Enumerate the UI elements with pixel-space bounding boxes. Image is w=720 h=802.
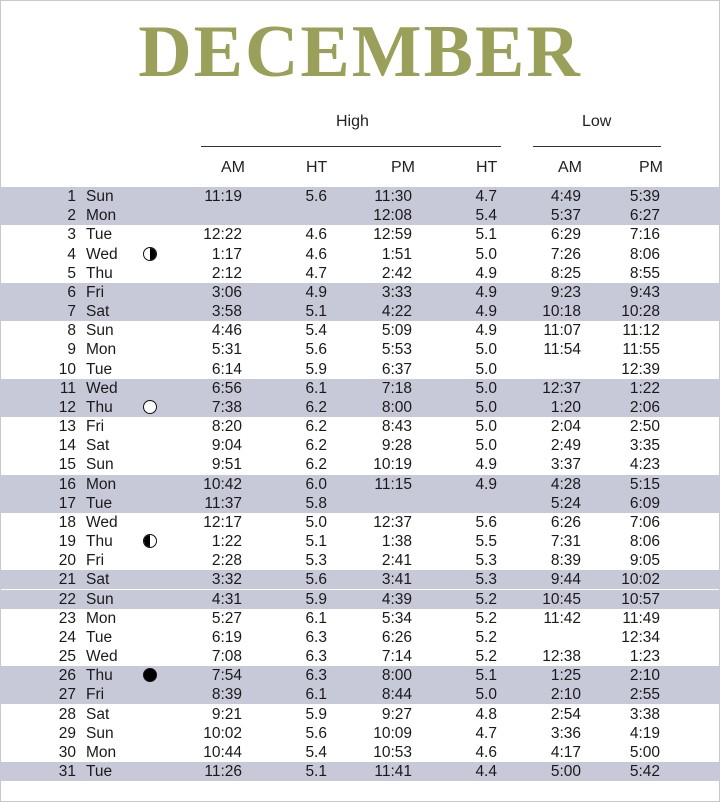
weekday: Mon: [86, 743, 117, 761]
low-pm-time: 5:39: [629, 188, 660, 205]
low-am-time: 12:37: [542, 379, 581, 397]
weekday: Mon: [86, 475, 117, 493]
day-number: 6: [67, 283, 76, 301]
low-am-time: 10:18: [542, 303, 581, 321]
table-row: [0, 532, 720, 551]
weekday: Sat: [86, 571, 110, 589]
high-am-height: 6.3: [305, 667, 327, 685]
weekday: Thu: [86, 667, 113, 685]
high-pm-time: 2:41: [381, 552, 412, 570]
high-pm-time: 5:34: [381, 609, 412, 627]
col-header-high-pm: PM: [391, 159, 415, 176]
low-pm-time: 9:05: [629, 552, 660, 570]
day-number: 15: [58, 456, 76, 474]
low-pm-time: 10:28: [621, 303, 660, 321]
day-number: 19: [58, 533, 76, 551]
high-am-time: 6:14: [211, 360, 242, 378]
high-pm-time: 12:59: [373, 226, 412, 244]
high-am-time: 4:31: [211, 590, 242, 608]
low-group-header: Low: [582, 113, 612, 130]
weekday: Tue: [86, 226, 113, 244]
low-pm-time: 11:49: [622, 609, 660, 627]
day-number: 11: [59, 379, 76, 397]
high-am-time: 11:26: [204, 763, 242, 781]
weekday: Mon: [86, 341, 117, 359]
weekday: Sun: [86, 188, 114, 205]
high-pm-height: 4.6: [475, 743, 497, 761]
high-am-height: 5.6: [305, 724, 327, 742]
weekday: Sun: [86, 724, 114, 742]
high-pm-height: 5.0: [475, 360, 497, 378]
weekday: Wed: [86, 379, 118, 397]
table-row: [0, 283, 720, 302]
day-number: 18: [58, 513, 76, 531]
low-pm-time: 10:02: [621, 571, 660, 589]
high-am-time: 10:42: [203, 475, 242, 493]
high-pm-time: 8:44: [381, 686, 412, 704]
high-am-time: 11:37: [204, 494, 242, 512]
table-row: [0, 628, 720, 647]
high-pm-height: 4.4: [475, 763, 497, 781]
high-am-time: 12:22: [203, 226, 242, 244]
low-am-time: 8:39: [550, 552, 581, 570]
new-moon-icon: [143, 668, 157, 682]
high-am-height: 5.0: [305, 513, 327, 531]
high-am-time: 3:06: [211, 283, 242, 301]
low-pm-time: 5:00: [629, 743, 660, 761]
high-pm-time: 7:18: [381, 379, 412, 397]
high-pm-height: 4.9: [475, 475, 497, 493]
high-pm-time: 10:09: [373, 724, 412, 742]
day-number: 21: [58, 571, 76, 589]
table-row: [0, 724, 720, 743]
high-am-time: 3:58: [211, 303, 242, 321]
high-am-height: 6.2: [305, 437, 327, 455]
table-row: [0, 360, 720, 379]
high-pm-time: 11:30: [374, 188, 412, 205]
full-moon-icon: [143, 400, 157, 414]
low-am-time: 7:26: [550, 245, 581, 263]
high-am-time: 9:51: [211, 456, 242, 474]
low-am-time: 9:23: [550, 283, 581, 301]
table-row: [0, 551, 720, 570]
high-pm-height: 4.8: [475, 705, 497, 723]
high-am-height: 6.1: [305, 686, 327, 704]
high-am-height: 5.1: [305, 763, 327, 781]
day-number: 26: [58, 667, 76, 685]
high-pm-height: 5.4: [475, 207, 497, 225]
low-pm-time: 9:43: [629, 283, 660, 301]
high-pm-height: 4.9: [475, 456, 497, 474]
day-number: 1: [67, 188, 76, 205]
table-row: [0, 206, 720, 225]
table-row: [0, 187, 720, 206]
high-am-time: 8:39: [211, 686, 242, 704]
table-row: [0, 321, 720, 340]
col-header-low-am: AM: [558, 159, 582, 176]
table-row: [0, 685, 720, 704]
low-am-time: 4:17: [550, 743, 581, 761]
high-am-time: 2:12: [211, 264, 242, 282]
weekday: Tue: [86, 763, 113, 781]
high-am-time: 1:17: [211, 245, 242, 263]
low-am-time: 2:10: [550, 686, 581, 704]
high-am-height: 6.3: [305, 628, 327, 646]
high-am-time: 1:22: [211, 533, 242, 551]
table-row: [0, 455, 720, 474]
day-number: 22: [58, 590, 76, 608]
low-pm-time: 4:23: [629, 456, 660, 474]
high-pm-height: 4.7: [475, 724, 497, 742]
high-pm-height: 5.0: [475, 245, 497, 263]
low-am-time: 11:42: [543, 609, 581, 627]
low-pm-time: 6:09: [629, 494, 660, 512]
table-row: [0, 666, 720, 685]
low-am-time: 4:28: [550, 475, 581, 493]
high-pm-time: 9:27: [381, 705, 412, 723]
high-am-time: 9:04: [211, 437, 242, 455]
low-pm-time: 7:06: [629, 513, 660, 531]
table-row: [0, 225, 720, 244]
high-am-height: 5.8: [305, 494, 327, 512]
low-pm-time: 2:55: [629, 686, 660, 704]
low-am-time: 7:31: [550, 533, 581, 551]
weekday: Mon: [86, 609, 117, 627]
low-am-time: 6:29: [550, 226, 581, 244]
col-header-low-pm: PM: [639, 159, 663, 176]
day-number: 4: [67, 245, 76, 263]
low-pm-time: 8:06: [629, 245, 660, 263]
high-am-time: 7:38: [211, 398, 242, 416]
low-pm-time: 5:15: [629, 475, 660, 493]
table-row: [0, 417, 720, 436]
high-am-height: 6.3: [305, 648, 327, 666]
low-pm-time: 12:39: [621, 360, 660, 378]
high-am-height: 5.4: [305, 743, 327, 761]
day-number: 31: [58, 763, 76, 781]
weekday: Sat: [86, 437, 110, 455]
table-row: [0, 245, 720, 264]
table-row: [0, 590, 720, 609]
low-pm-time: 5:42: [629, 763, 660, 781]
high-am-height: 4.6: [305, 226, 327, 244]
weekday: Wed: [86, 513, 118, 531]
high-am-time: 6:56: [211, 379, 242, 397]
high-pm-height: 5.3: [475, 552, 497, 570]
high-am-time: 3:32: [211, 571, 242, 589]
high-am-time: 7:54: [211, 667, 242, 685]
low-pm-time: 11:55: [622, 341, 660, 359]
high-am-time: 8:20: [211, 418, 242, 436]
high-am-time: 5:27: [211, 609, 242, 627]
table-row: [0, 705, 720, 724]
high-am-time: 11:19: [204, 188, 242, 205]
high-group-header: High: [336, 113, 369, 130]
weekday: Sun: [86, 590, 114, 608]
weekday: Sun: [86, 456, 114, 474]
weekday: Sat: [86, 303, 110, 321]
day-number: 3: [67, 226, 76, 244]
low-am-time: 1:25: [550, 667, 581, 685]
high-pm-time: 6:37: [381, 360, 412, 378]
weekday: Fri: [86, 418, 105, 436]
table-row: [0, 264, 720, 283]
high-am-height: 6.2: [305, 418, 327, 436]
low-pm-time: 1:23: [629, 648, 660, 666]
low-am-time: 3:36: [550, 724, 581, 742]
high-pm-time: 4:22: [381, 303, 412, 321]
weekday: Tue: [86, 494, 113, 512]
high-pm-height: 5.0: [475, 379, 497, 397]
low-pm-time: 12:34: [621, 628, 660, 646]
high-am-time: 6:19: [211, 628, 242, 646]
low-am-time: 11:07: [543, 322, 581, 340]
high-am-height: 4.9: [305, 283, 327, 301]
high-pm-height: 5.2: [475, 628, 497, 646]
day-number: 28: [58, 705, 76, 723]
low-pm-time: 6:27: [629, 207, 660, 225]
high-pm-height: 5.2: [475, 609, 497, 627]
high-am-height: 6.2: [305, 456, 327, 474]
day-number: 14: [58, 437, 76, 455]
high-am-height: 5.4: [305, 322, 327, 340]
high-am-height: 6.1: [305, 609, 327, 627]
weekday: Fri: [86, 686, 105, 704]
last-quarter-moon-icon: [143, 247, 157, 261]
high-am-height: 5.1: [305, 303, 327, 321]
high-am-height: 5.1: [305, 533, 327, 551]
day-number: 29: [58, 724, 76, 742]
high-pm-time: 12:37: [373, 513, 412, 531]
day-number: 23: [58, 609, 76, 627]
weekday: Sun: [86, 322, 114, 340]
high-pm-time: 8:43: [381, 418, 412, 436]
low-am-time: 4:49: [550, 188, 581, 205]
high-pm-height: 5.0: [475, 437, 497, 455]
low-pm-time: 1:22: [629, 379, 660, 397]
day-number: 16: [58, 475, 76, 493]
table-row: [0, 379, 720, 398]
low-pm-time: 2:50: [629, 418, 660, 436]
high-am-height: 5.9: [305, 590, 327, 608]
high-am-time: 10:02: [203, 724, 242, 742]
low-pm-time: 3:38: [629, 705, 660, 723]
low-am-time: 12:38: [542, 648, 581, 666]
day-number: 27: [58, 686, 76, 704]
weekday: Thu: [86, 264, 113, 282]
low-pm-time: 10:57: [621, 590, 660, 608]
high-pm-time: 10:53: [373, 743, 412, 761]
high-am-height: 5.6: [305, 188, 327, 205]
day-number: 9: [67, 341, 76, 359]
day-number: 17: [58, 494, 76, 512]
high-am-time: 5:31: [211, 341, 242, 359]
high-am-height: 6.1: [305, 379, 327, 397]
high-am-height: 5.3: [305, 552, 327, 570]
low-am-time: 11:54: [543, 341, 581, 359]
table-row: [0, 609, 720, 628]
high-pm-height: 4.9: [475, 303, 497, 321]
col-header-high-am: AM: [221, 159, 245, 176]
low-am-time: 6:26: [550, 513, 581, 531]
table-row: [0, 436, 720, 455]
high-am-time: 10:44: [203, 743, 242, 761]
low-pm-time: 2:06: [629, 398, 660, 416]
table-row: [0, 513, 720, 532]
day-number: 5: [67, 264, 76, 282]
high-pm-height: 4.7: [475, 188, 497, 205]
high-pm-time: 3:41: [381, 571, 412, 589]
low-pm-time: 8:06: [629, 533, 660, 551]
high-am-time: 2:28: [211, 552, 242, 570]
weekday: Thu: [86, 398, 113, 416]
table-row: [0, 762, 720, 781]
high-pm-height: 5.1: [475, 667, 497, 685]
day-number: 8: [67, 322, 76, 340]
col-header-high-am-ht: HT: [306, 159, 328, 176]
high-pm-time: 3:33: [381, 283, 412, 301]
low-am-time: 1:20: [550, 398, 581, 416]
high-pm-time: 4:39: [381, 590, 412, 608]
day-number: 10: [58, 360, 76, 378]
day-number: 20: [58, 552, 76, 570]
high-pm-time: 2:42: [381, 264, 412, 282]
high-pm-time: 8:00: [381, 398, 412, 416]
high-pm-height: 5.5: [475, 533, 497, 551]
high-pm-time: 8:00: [381, 667, 412, 685]
high-pm-time: 5:09: [381, 322, 412, 340]
low-am-time: 2:49: [550, 437, 581, 455]
day-number: 24: [58, 628, 76, 646]
table-row: [0, 494, 720, 513]
weekday: Mon: [86, 207, 117, 225]
table-row: [0, 475, 720, 494]
high-pm-time: 6:26: [381, 628, 412, 646]
weekday: Fri: [86, 283, 105, 301]
high-am-time: 12:17: [203, 513, 242, 531]
day-number: 13: [58, 418, 76, 436]
weekday: Sat: [86, 705, 110, 723]
table-row: [0, 743, 720, 762]
high-am-time: 7:08: [211, 648, 242, 666]
high-pm-height: 4.9: [475, 283, 497, 301]
col-header-high-pm-ht: HT: [476, 159, 498, 176]
high-pm-height: 5.2: [475, 590, 497, 608]
high-am-height: 4.7: [305, 264, 327, 282]
page-title: DECEMBER: [138, 11, 582, 93]
high-pm-height: 5.6: [475, 513, 497, 531]
high-group-rule: [201, 146, 501, 147]
high-am-time: 9:21: [211, 705, 242, 723]
low-am-time: 8:25: [550, 264, 581, 282]
high-am-height: 5.6: [305, 341, 327, 359]
high-pm-height: 5.3: [475, 571, 497, 589]
day-number: 12: [58, 398, 76, 416]
weekday: Tue: [86, 360, 113, 378]
table-row: [0, 302, 720, 321]
high-am-height: 5.9: [305, 360, 327, 378]
weekday: Tue: [86, 628, 113, 646]
low-am-time: 2:04: [550, 418, 581, 436]
high-pm-time: 10:19: [373, 456, 412, 474]
high-pm-time: 7:14: [381, 648, 412, 666]
low-pm-time: 8:55: [629, 264, 660, 282]
high-am-height: 6.0: [305, 475, 327, 493]
low-am-time: 10:45: [542, 590, 581, 608]
low-pm-time: 2:10: [629, 667, 660, 685]
table-row: [0, 398, 720, 417]
low-am-time: 2:54: [550, 705, 581, 723]
high-pm-time: 11:41: [374, 763, 412, 781]
high-pm-height: 4.9: [475, 264, 497, 282]
weekday: Wed: [86, 648, 118, 666]
high-am-height: 6.2: [305, 398, 327, 416]
high-pm-time: 9:28: [381, 437, 412, 455]
weekday: Thu: [86, 533, 113, 551]
high-pm-time: 5:53: [381, 341, 412, 359]
high-pm-height: 5.0: [475, 418, 497, 436]
day-number: 30: [58, 743, 76, 761]
high-am-height: 4.6: [305, 245, 327, 263]
day-number: 2: [67, 207, 76, 225]
high-pm-height: 5.1: [475, 226, 497, 244]
high-pm-height: 4.9: [475, 322, 497, 340]
high-pm-time: 1:38: [381, 533, 412, 551]
low-pm-time: 4:19: [629, 724, 660, 742]
low-am-time: 9:44: [550, 571, 581, 589]
high-pm-time: 12:08: [373, 207, 412, 225]
low-am-time: 3:37: [550, 456, 581, 474]
high-am-time: 4:46: [211, 322, 242, 340]
high-pm-height: 5.0: [475, 398, 497, 416]
low-pm-time: 3:35: [629, 437, 660, 455]
first-quarter-moon-icon: [143, 534, 157, 548]
low-pm-time: 11:12: [622, 322, 660, 340]
weekday: Wed: [86, 245, 118, 263]
high-am-height: 5.6: [305, 571, 327, 589]
day-number: 25: [58, 648, 76, 666]
high-pm-time: 1:51: [381, 245, 412, 263]
day-number: 7: [67, 303, 76, 321]
high-pm-height: 5.0: [475, 686, 497, 704]
low-pm-time: 7:16: [629, 226, 660, 244]
weekday: Fri: [86, 552, 105, 570]
low-group-rule: [533, 146, 661, 147]
high-pm-height: 5.0: [475, 341, 497, 359]
low-am-time: 5:24: [550, 494, 581, 512]
table-row: [0, 570, 720, 589]
table-row: [0, 340, 720, 359]
low-am-time: 5:37: [550, 207, 581, 225]
table-row: [0, 647, 720, 666]
high-pm-time: 11:15: [374, 475, 412, 493]
high-am-height: 5.9: [305, 705, 327, 723]
high-pm-height: 5.2: [475, 648, 497, 666]
low-am-time: 5:00: [550, 763, 581, 781]
